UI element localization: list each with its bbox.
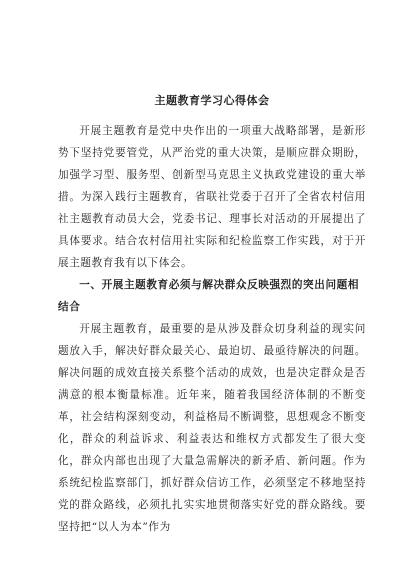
section-body-1: 开展主题教育，最重要的是从涉及群众切身利益的现实问题放入手，解决好群众最关心、最迫切、最亟待解决的问题。解决问题的成效直接关系整个活动的成效，也是决定群众是否满意的根本衡量标准。近年来，随着我国经济体制的不断变革，社会结构深刻变动，利益格局不断调整，思想观念不断变化，群众的利益诉求、利益表达和维权方式都发生了很大变化，群众内部也出现了大量急需解决的新矛盾、新问题。作为系统纪检监察部门，抓好群众信访工作，必须坚定不移地坚持党的群众路线，必须扎扎实实地贯彻落实好党的群众路线。要坚持把“以人为本”作为 xyxy=(58,323,366,533)
section-heading-1: 一、开展主题教育必须与解决群众反映强烈的突出问题相结合 xyxy=(58,279,360,313)
intro-paragraph: 开展主题教育是党中央作出的一项重大战略部署，是新形势下坚持党要管党，从严治党的重大决策，是顺应群众期盼，加强学习型、服务型、创新型马克思主义执政党建设的重大举措。为深入践行主题教育，省联社党委于召开了全省农村信用社主题教育动员大会，党委书记、理事长对活动的开展提出了具体要求。结合农村信用社实际和纪检监察工作实践，对于开展主题教育我有以下体会。 xyxy=(58,125,366,269)
document-title: 主题教育学习心得体会 xyxy=(154,94,270,107)
